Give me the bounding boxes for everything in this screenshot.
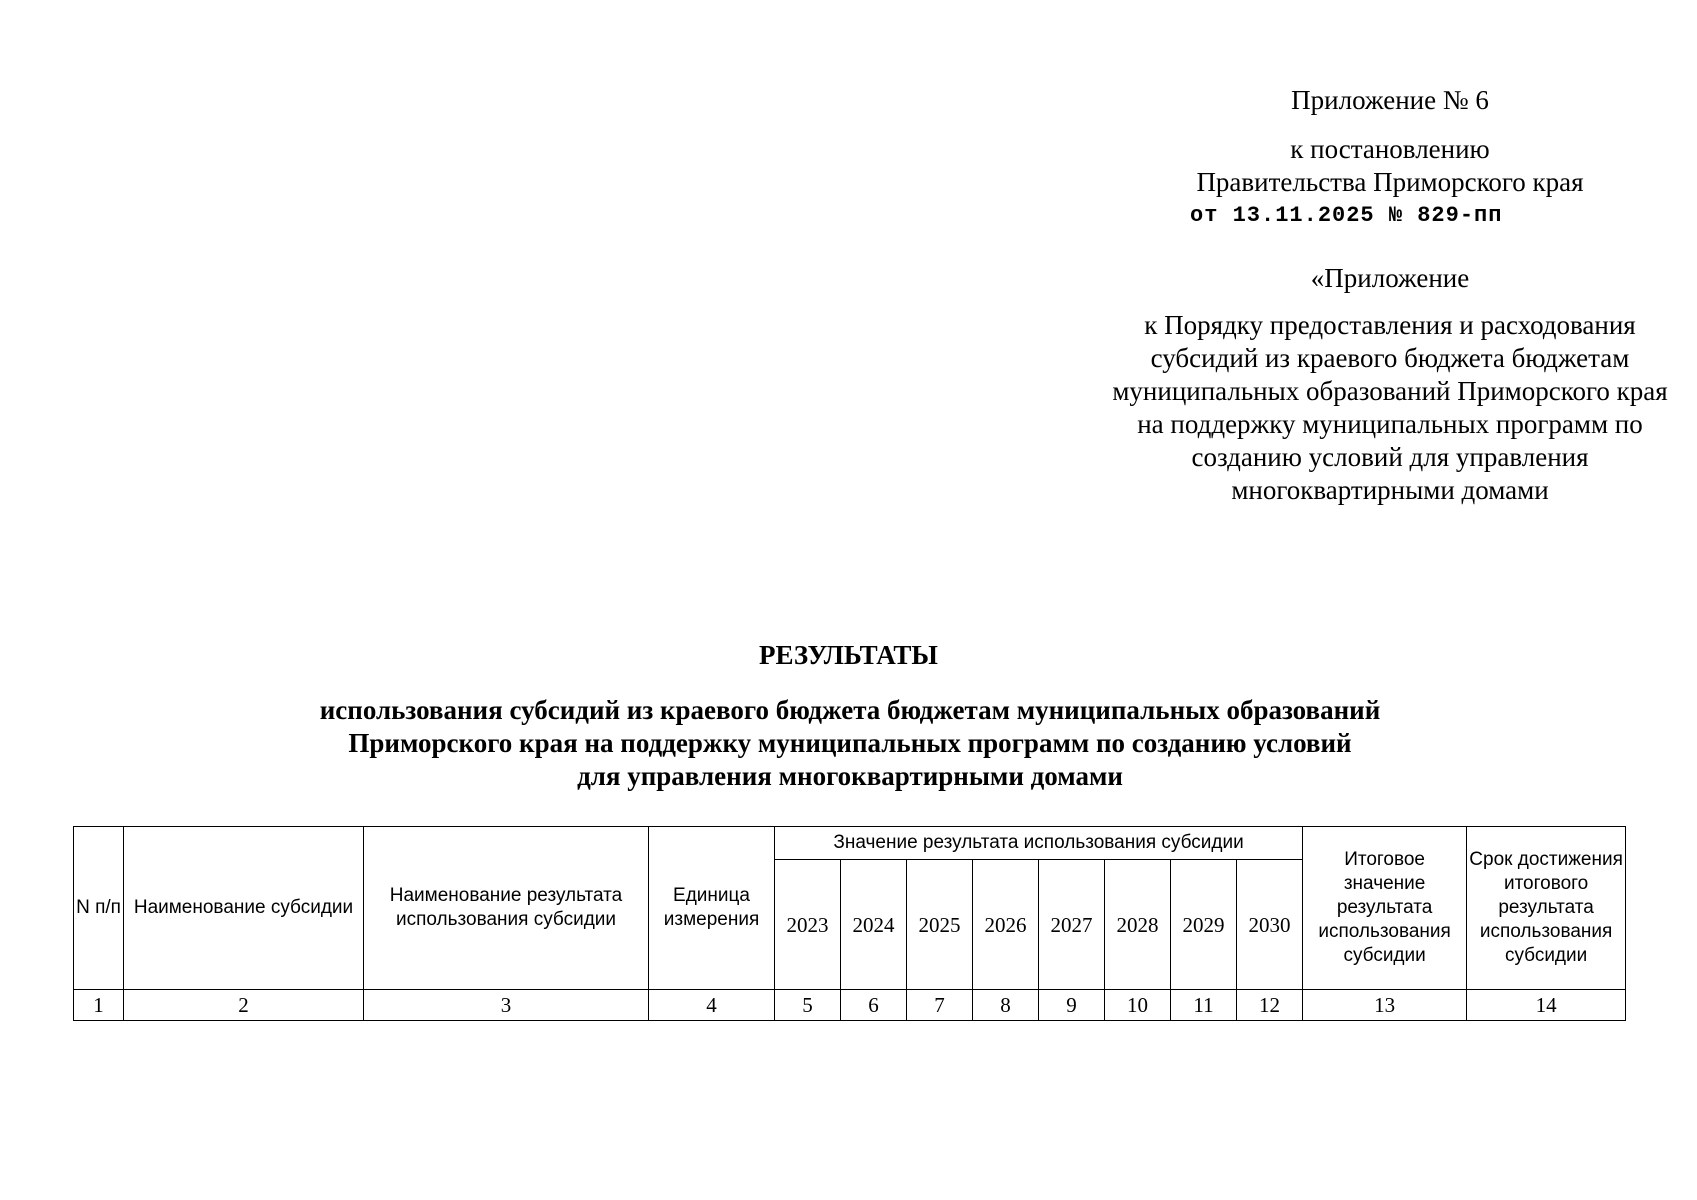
document-subtitle-line: использования субсидий из краевого бюджета бюджетам муниципальных образований [319,695,1381,725]
column-number: 9 [1039,990,1105,1021]
column-number-row [74,990,1626,1021]
quoted-subtitle-line: бюджета бюджетам муниципальных [1112,343,1630,406]
header-year: 2030 [1237,860,1303,990]
quoted-appendix-subtitle [1110,309,1670,507]
document-subtitle-line: Приморского края на поддержку муниципальных программ по созданию условий [348,728,1352,758]
column-number: 11 [1171,990,1237,1021]
column-number: 14 [1467,990,1626,1021]
column-number: 4 [649,990,775,1021]
appendix-to-decree: к постановлению [1290,134,1490,164]
header-year: 2027 [1039,860,1105,990]
column-number: 2 [124,990,364,1021]
header-num: N п/п [74,827,124,990]
header-year: 2028 [1105,860,1171,990]
header-year: 2025 [907,860,973,990]
document-title: РЕЗУЛЬТАТЫ [759,640,938,670]
quoted-appendix-title: «Приложение [1310,263,1470,293]
quoted-subtitle-line: многоквартирными домами [1231,475,1549,505]
column-number: 8 [973,990,1039,1021]
header-year: 2023 [775,860,841,990]
decree-number: от 13.11.2025 № 829-пп [1190,203,1503,228]
header-deadline: Срок достижения итогового результата использования субсидии [1467,827,1626,990]
quoted-subtitle-line: к Порядку предоставления и [1144,310,1474,340]
document-subtitle-line: для управления многоквартирными домами [577,761,1123,791]
column-number: 10 [1105,990,1171,1021]
header-final-value: Итоговое значение результата использования субсидии [1303,827,1467,990]
quoted-appendix [1110,262,1670,507]
results-table [73,826,1626,1021]
column-number: 1 [74,990,124,1021]
column-number: 3 [364,990,649,1021]
header-year: 2024 [841,860,907,990]
quoted-subtitle-line: образований Приморского края на [1137,376,1668,439]
header-subsidy-name: Наименование субсидии [124,827,364,990]
quoted-subtitle-line: поддержку муниципальных программ по [1170,409,1643,439]
column-number: 5 [775,990,841,1021]
header-unit: Единица измерения [649,827,775,990]
appendix-government: Правительства Приморского края [1196,167,1584,197]
quoted-subtitle-line: созданию условий для управления [1191,442,1589,472]
appendix-title: Приложение № 6 [1291,85,1489,115]
quoted-subtitle-line: расходования субсидий из краевого [1150,310,1636,373]
header-year: 2029 [1171,860,1237,990]
column-number: 13 [1303,990,1467,1021]
column-number: 12 [1237,990,1303,1021]
header-year: 2026 [973,860,1039,990]
column-number: 6 [841,990,907,1021]
header-result-name: Наименование результата использования субсидии [364,827,649,990]
column-number: 7 [907,990,973,1021]
header-values-group: Значение результата использования субсидии [775,827,1303,860]
appendix-header [1110,84,1670,232]
document-subtitle [220,694,1480,793]
